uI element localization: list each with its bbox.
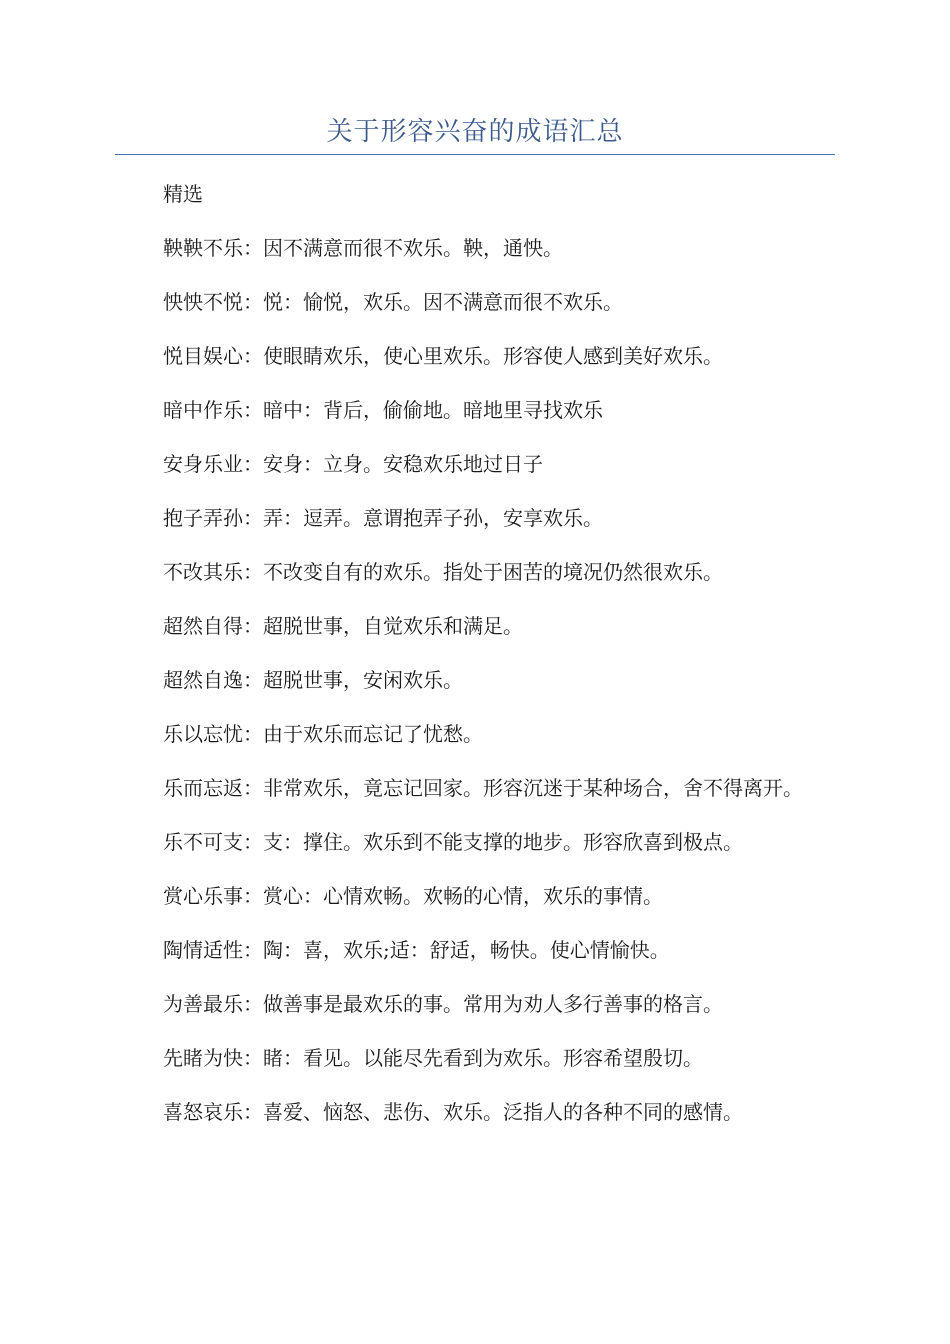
idiom-entry: 陶情适性：陶：喜，欢乐;适：舒适，畅快。使心情愉快。 (163, 938, 670, 962)
idiom-entry: 赏心乐事：赏心：心情欢畅。欢畅的心情，欢乐的事情。 (163, 884, 663, 908)
idiom-entry: 超然自逸：超脱世事，安闲欢乐。 (163, 668, 463, 692)
idiom-entry: 先睹为快：睹：看见。以能尽先看到为欢乐。形容希望殷切。 (163, 1046, 703, 1070)
document-body (115, 176, 835, 1148)
idiom-entry: 抱子弄孙：弄：逗弄。意谓抱弄子孙，安享欢乐。 (163, 506, 603, 530)
title-underline (115, 154, 835, 155)
idiom-entry: 为善最乐：做善事是最欢乐的事。常用为劝人多行善事的格言。 (163, 992, 723, 1016)
idiom-entry: 鞅鞅不乐：因不满意而很不欢乐。鞅，通怏。 (163, 236, 563, 260)
idiom-entry: 不改其乐：不改变自有的欢乐。指处于困苦的境况仍然很欢乐。 (163, 560, 723, 584)
page-title: 关于形容兴奋的成语汇总 (326, 117, 624, 147)
subtitle: 精选 (163, 182, 203, 206)
idiom-entry: 安身乐业：安身：立身。安稳欢乐地过日子 (163, 452, 543, 476)
idiom-entry: 乐不可支：支：撑住。欢乐到不能支撑的地步。形容欣喜到极点。 (163, 830, 743, 854)
idiom-entry: 怏怏不悦：悦：愉悦，欢乐。因不满意而很不欢乐。 (163, 290, 623, 314)
idiom-entry: 超然自得：超脱世事，自觉欢乐和满足。 (163, 614, 523, 638)
idiom-entry: 悦目娱心：使眼睛欢乐，使心里欢乐。形容使人感到美好欢乐。 (163, 344, 723, 368)
idiom-entry: 喜怒哀乐：喜爱、恼怒、悲伤、欢乐。泛指人的各种不同的感情。 (163, 1100, 743, 1124)
idiom-entry: 乐而忘返：非常欢乐，竟忘记回家。形容沉迷于某种场合，舍不得离开。 (163, 776, 803, 800)
idiom-entry: 暗中作乐：暗中：背后，偷偷地。暗地里寻找欢乐 (163, 398, 603, 422)
idiom-entry: 乐以忘忧：由于欢乐而忘记了忧愁。 (163, 722, 483, 746)
